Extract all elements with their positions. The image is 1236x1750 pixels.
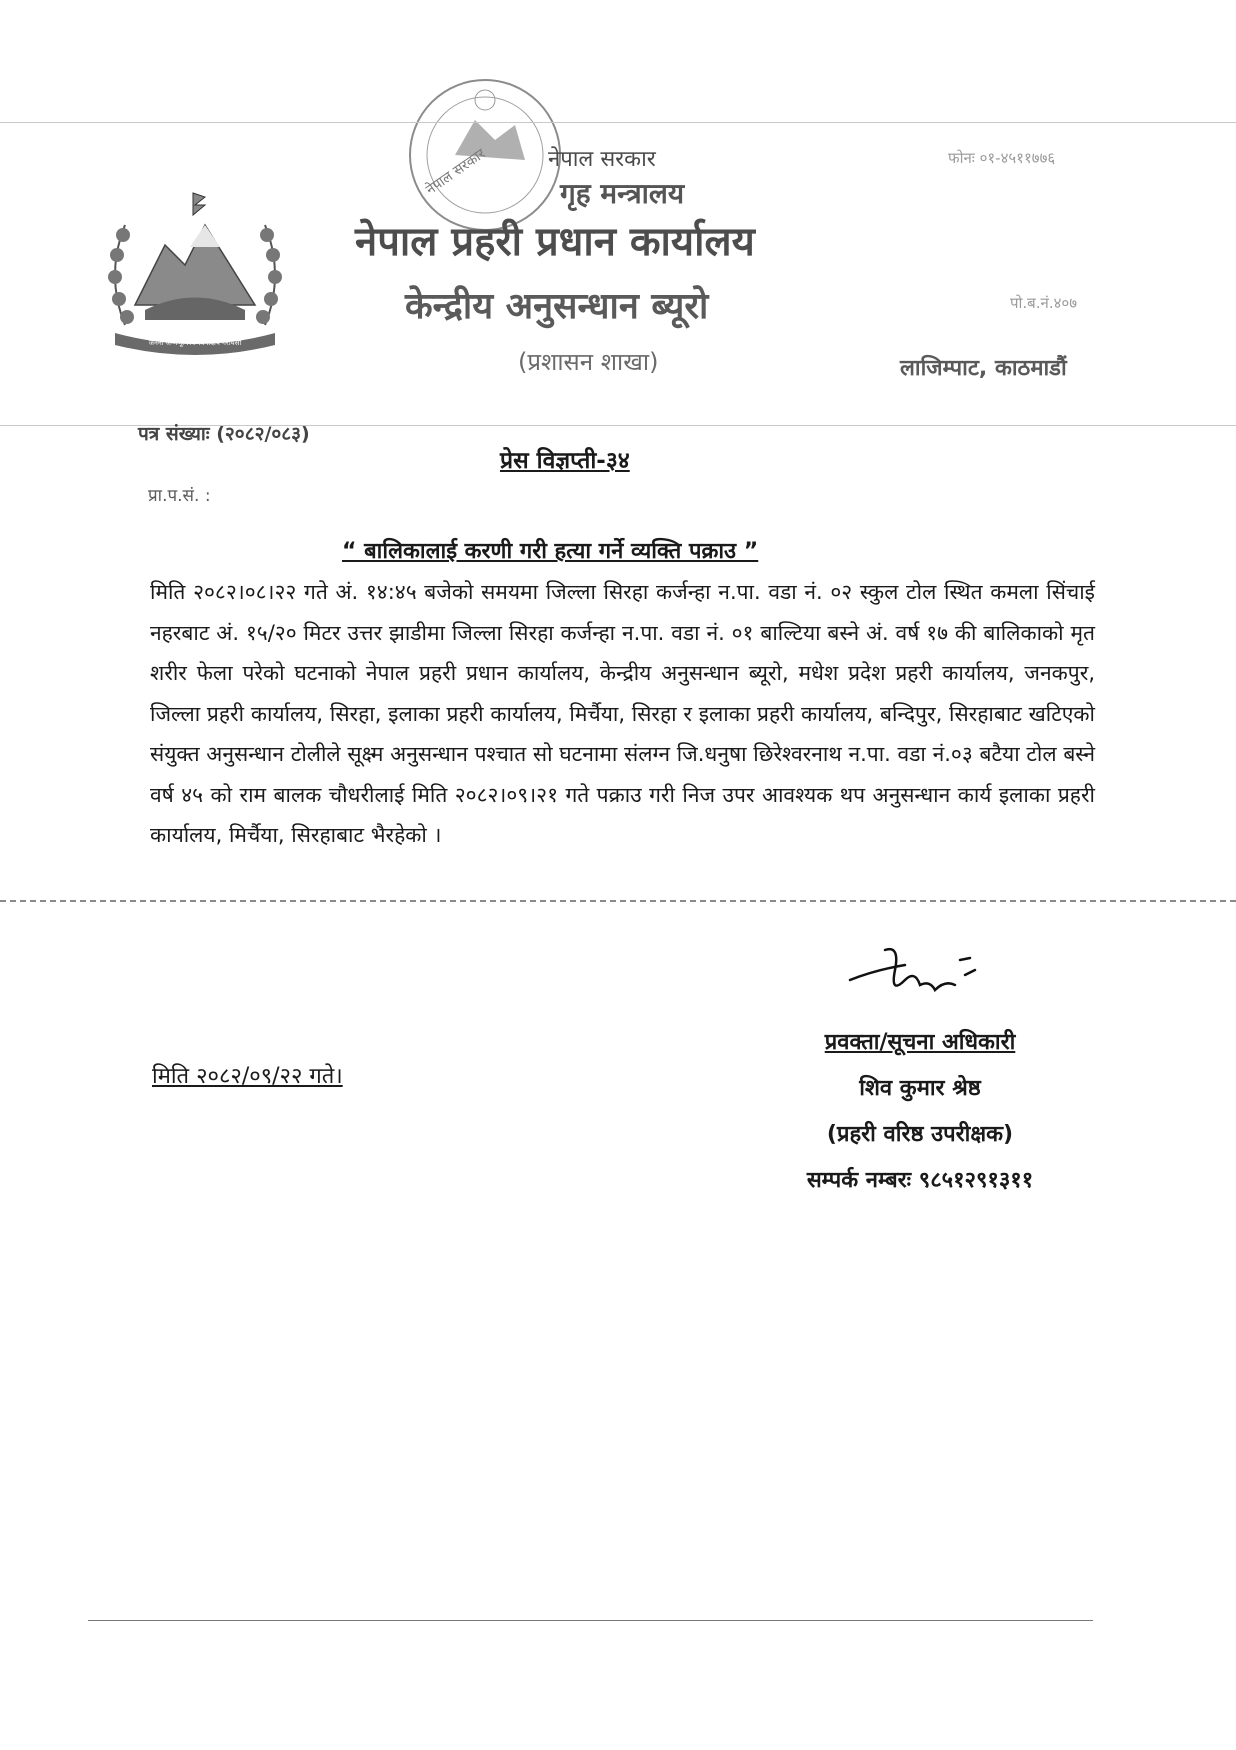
branch-name: (प्रशासन शाखा) xyxy=(518,348,659,376)
signatory-name: शिव कुमार श्रेष्ठ xyxy=(859,1076,981,1101)
header-top-rule xyxy=(0,122,1236,123)
press-release-number: प्रेस विज्ञप्ती-३४ xyxy=(500,448,630,474)
bureau-name: केन्द्रीय अनुसन्धान ब्यूरो xyxy=(405,286,709,327)
signatory-block xyxy=(770,1020,1070,1204)
po-box: पो.ब.नं.४०७ xyxy=(1010,294,1077,312)
office-name: नेपाल प्रहरी प्रधान कार्यालय xyxy=(355,219,755,265)
issue-date: मिति २०८२/०९/२२ गते। xyxy=(152,1064,343,1089)
page-bottom-rule xyxy=(88,1620,1093,1621)
phone-number: फोनः ०१-४५११७७६ xyxy=(948,149,1056,167)
nepal-emblem xyxy=(95,185,295,355)
body-separator xyxy=(0,900,1236,902)
government-name: नेपाल सरकार xyxy=(548,147,656,172)
handwritten-signature xyxy=(845,940,985,1010)
reference-number: प्रा.प.सं. : xyxy=(148,486,211,506)
signatory-contact: सम्पर्क नम्बरः ९८५१२९१३११ xyxy=(806,1168,1034,1193)
svg-text:जननी जन्मभूमिश्च स्वर्गादपि गर: जननी जन्मभूमिश्च स्वर्गादपि गरीयसी xyxy=(148,339,242,347)
svg-text:नेपाल सरकार: नेपाल सरकार xyxy=(423,145,489,199)
signatory-designation: प्रवक्ता/सूचना अधिकारी xyxy=(824,1030,1016,1055)
ministry-name: गृह मन्त्रालय xyxy=(560,177,685,210)
letter-number: पत्र संख्याः (२०८२/०८३) xyxy=(138,423,310,445)
press-release-title: “ बालिकालाई करणी गरी हत्या गर्ने व्यक्ति पक्राउ ” xyxy=(342,539,759,564)
press-release-body: मिति २०८२।०८।२२ गते अं. १४:४५ बजेको समयमा जिल्ला सिरहा कर्जन्हा न.पा. वडा नं. ०२ स्कुल टोल स्थित कमला सिंचाई नहरबाट अं. १५/२० मिटर उत्तर झाडीमा जिल्ला सिरहा कर्जन्हा न.पा. वडा नं. ०१ बाल्टिया बस्ने अं. वर्ष १७ की बालिकाको मृत शरीर फेला परेको घटनाको नेपाल प्रहरी प्रधान कार्यालय, केन्द्रीय अनुसन्धान ब्यूरो, मधेश प्रदेश प्रहरी कार्यालय, जनकपुर, जिल्ला प्रहरी कार्यालय, सिरहा, इलाका प्रहरी कार्यालय, मिर्चैया, सिरहा र इलाका प्रहरी कार्यालय, बन्दिपुर, सिरहाबाट खटिएको संयुक्त अनुसन्धान टोलीले सूक्ष्म अनुसन्धान पश्चात सो घटनामा संलग्न जि.धनुषा छिरेश्वरनाथ न.पा. वडा नं.०३ बटैया टोल बस्ने वर्ष ४५ को राम बालक चौधरीलाई मिति २०८२।०९।२१ गते पक्राउ गरी निज उपर आवश्यक थप अनुसन्धान कार्य इलाका प्रहरी कार्यालय, मिर्चैया, सिरहाबाट भैरहेको । xyxy=(150,580,1095,847)
signatory-rank: (प्रहरी वरिष्ठ उपरीक्षक) xyxy=(826,1122,1014,1147)
office-location: लाजिम्पाट, काठमाडौं xyxy=(900,356,1067,381)
